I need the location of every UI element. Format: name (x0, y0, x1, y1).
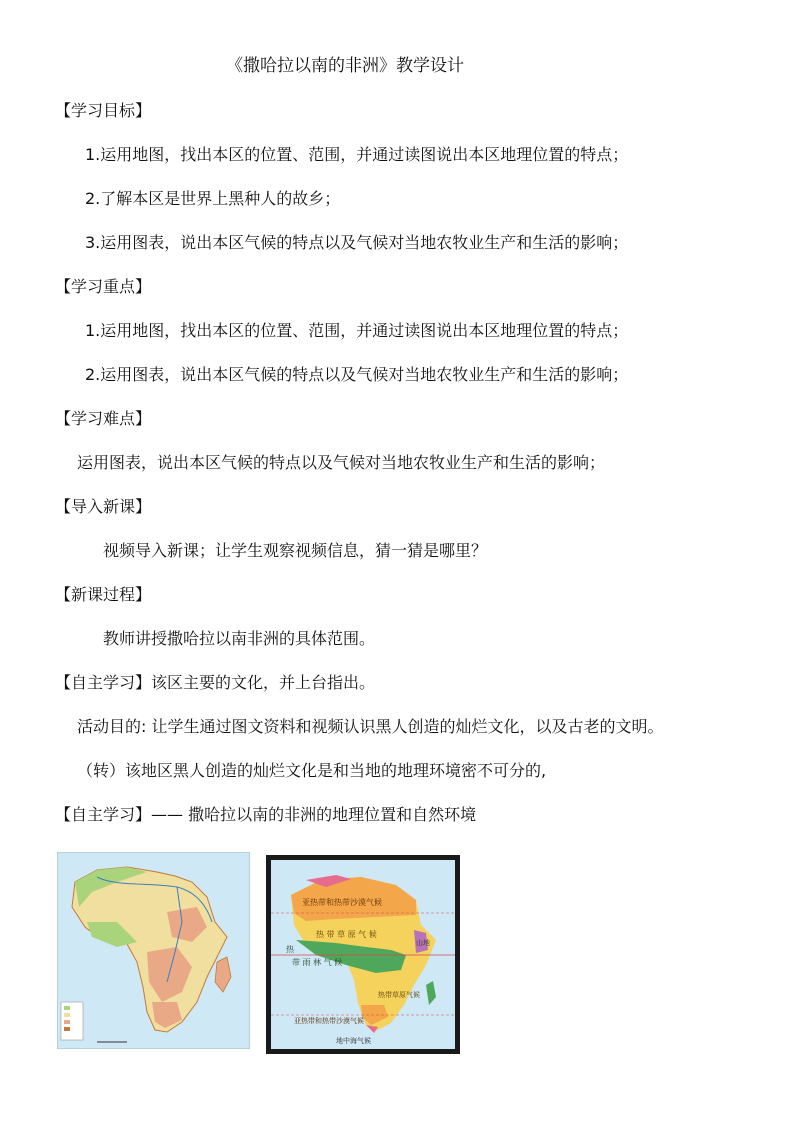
difficulty-text: 运用图表，说出本区气候的特点以及气候对当地农牧业生产和生活的影响； (77, 453, 606, 472)
document-title: 《撒哈拉以南的非洲》教学设计 (226, 56, 464, 76)
label-desert-south: 亚热带和热带沙漠气候 (294, 1017, 364, 1025)
difficulty-heading: 【学习难点】 (55, 409, 152, 428)
label-savanna-south: 热带草原气候 (378, 991, 420, 999)
objective-item: 2.了解本区是世界上黑种人的故乡； (85, 189, 341, 208)
label-highland: 山地 (416, 939, 430, 947)
transition-text: （转）该地区黑人创造的灿烂文化是和当地的地理环境密不可分的, (77, 761, 547, 780)
objectives-heading: 【学习目标】 (55, 101, 152, 120)
self-study-culture: 【自主学习】该区主要的文化，并上台指出。 (55, 673, 376, 692)
activity-purpose: 活动目的: 让学生通过图文资料和视频认识黑人创造的灿烂文化，以及古老的文明。 (77, 717, 664, 736)
process-heading: 【新课过程】 (55, 585, 152, 604)
intro-heading: 【导入新课】 (55, 497, 152, 516)
africa-climate-map (266, 855, 460, 1054)
key-points-heading: 【学习重点】 (55, 277, 152, 296)
objective-item: 3.运用图表，说出本区气候的特点以及气候对当地农牧业生产和生活的影响； (85, 233, 629, 252)
intro-text: 视频导入新课；让学生观察视频信息，猜一猜是哪里？ (103, 541, 488, 560)
self-study-geography: 【自主学习】—— 撒哈拉以南的非洲的地理位置和自然环境 (55, 805, 477, 824)
label-mediterranean: 地中海气候 (336, 1037, 371, 1045)
africa-physical-map (57, 852, 250, 1049)
key-point-item: 1.运用地图，找出本区的位置、范围，并通过读图说出本区地理位置的特点； (85, 321, 629, 340)
label-rainforest-b: 带 雨 林 气 候 (292, 958, 343, 967)
label-savanna-north: 热 带 草 原 气 候 (316, 930, 377, 939)
objective-item: 1.运用地图，找出本区的位置、范围，并通过读图说出本区地理位置的特点； (85, 145, 629, 164)
label-rainforest-a: 热 (286, 945, 294, 954)
label-desert-north: 亚热带和热带沙漠气候 (302, 898, 382, 907)
key-point-item: 2.运用图表，说出本区气候的特点以及气候对当地农牧业生产和生活的影响； (85, 365, 629, 384)
process-text: 教师讲授撒哈拉以南非洲的具体范围。 (103, 629, 376, 648)
